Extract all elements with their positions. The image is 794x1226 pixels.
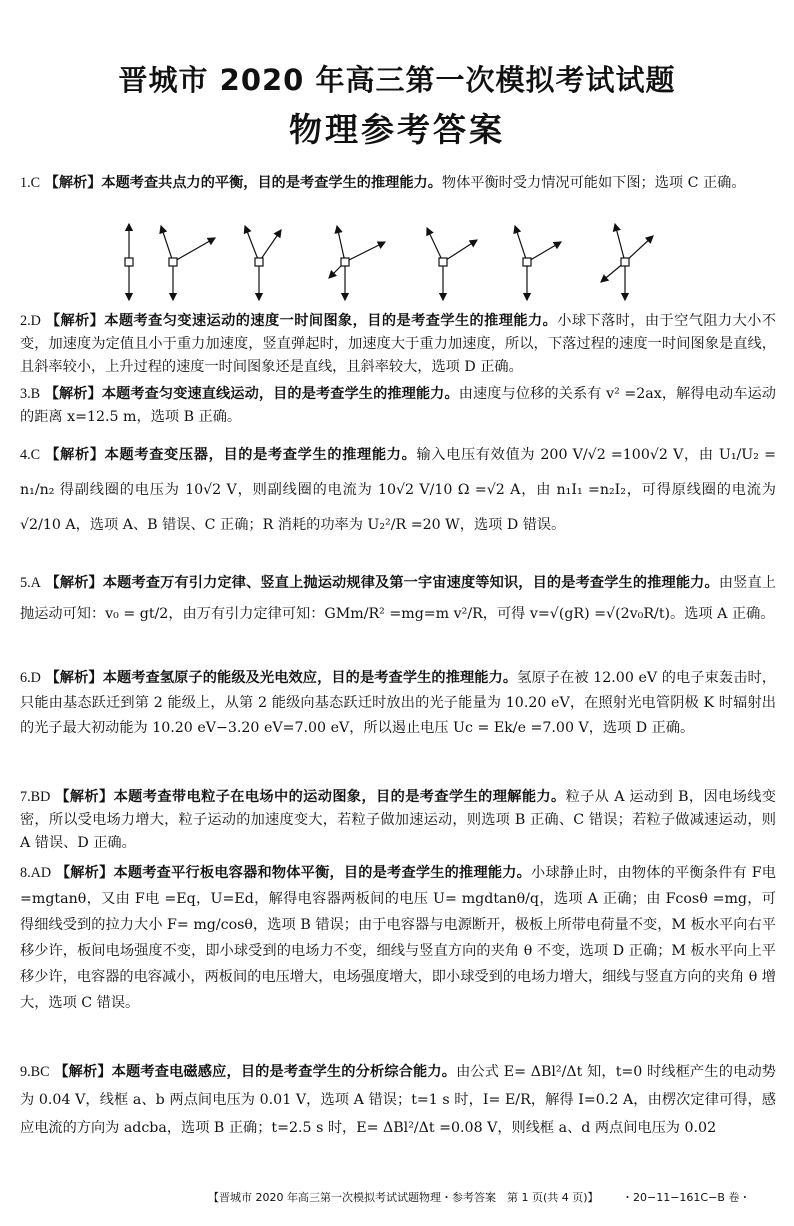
- page-code: ・20−11−161C−B 卷・: [622, 1191, 751, 1204]
- answer-9: 9.BC 【解析】本题考查电磁感应，目的是考查学生的分析综合能力。由公式 E= ΔBl²/Δt 知，t=0 时线框产生的电动势为 0.04 V，线框 a、b 两点间电压为 0.01 V，选项 A 错误；t=1 s 时，I= E/R，解得 I=0.2 A，由楞次定律可得，感应电流的方向为 adcba，选项 B 正确；t=2.5 s 时，E= ΔBl²/Δt =0.08 V，则线框 a、d 两点间电压为 0.02: [20, 1064, 776, 1136]
- answer-6: 6.D 【解析】本题考查氢原子的能级及光电效应，目的是考查学生的推理能力。氢原子在被 12.00 eV 的电子束轰击时，只能由基态跃迁到第 2 能级上，从第 2 能级向基态跃迁时放出的光子能量为 10.20 eV，在照射光电管阴极 K 时辐射出的光子最大初动能为 10.20 eV−3.20 eV=7.00 eV，所以遏止电压 Uc = Ek/e =7.00 V，选项 D 正确。: [20, 670, 776, 736]
- page-subtitle: 物理参考答案: [289, 110, 505, 149]
- page-footer: 【晋城市 2020 年高三第一次模拟考试试题物理・参考答案 第 1 页(共 4 页)】: [208, 1191, 599, 1204]
- answer-1: 1.C 【解析】本题考查共点力的平衡，目的是考查学生的推理能力。物体平衡时受力情况可能如下图；选项 C 正确。: [20, 175, 746, 191]
- answer-5: 5.A 【解析】本题考查万有引力定律、竖直上抛运动规律及第一宇宙速度等知识，目的是考查学生的推理能力。由竖直上抛运动可知：v₀ = gt/2，由万有引力定律可知：GMm/R² =mg=m v²/R，可得 v=√(gR) =√(2v₀R/t)。选项 A 正确。: [20, 575, 776, 622]
- answer-3: 3.B 【解析】本题考查匀变速直线运动，目的是考查学生的推理能力。由速度与位移的关系有 v² =2ax，解得电动车运动的距离 x=12.5 m，选项 B 正确。: [20, 386, 776, 425]
- answer-2: 2.D 【解析】本题考查匀变速运动的速度一时间图象，目的是考查学生的推理能力。小球下落时，由于空气阻力大小不变，加速度为定值且小于重力加速度，竖直弹起时，加速度大于重力加速度，所以，下落过程的速度一时间图象是直线，且斜率较小，上升过程的速度一时间图象还是直线，且斜率较大，选项 D 正确。: [20, 313, 776, 375]
- answer-7: 7.BD 【解析】本题考查带电粒子在电场中的运动图象，目的是考查学生的理解能力。粒子从 A 运动到 B，因电场线变密，所以受电场力增大，粒子运动的加速度变大，若粒子做加速运动，则选项 B 正确、C 错误；若粒子做减速运动，则 A 错误、D 正确。: [20, 789, 776, 851]
- answer-4: 4.C 【解析】本题考查变压器，目的是考查学生的推理能力。输入电压有效值为 200 V/√2 =100√2 V，由 U₁/U₂ = n₁/n₂ 得副线圈的电压为 10√2 V，则副线圈的电流为 10√2 V/10 Ω =√2 A，由 n₁I₁ =n₂I₂，可得原线圈的电流为 √2/10 A，选项 A、B 错误、C 正确；R 消耗的功率为 U₂²/R =20 W，选项 D 错误。: [20, 447, 776, 533]
- page-title: 晋城市 2020 年高三第一次模拟考试试题: [118, 63, 676, 97]
- answer-8: 8.AD 【解析】本题考查平行板电容器和物体平衡，目的是考查学生的推理能力。小球静止时，由物体的平衡条件有 F电 =mgtanθ，又由 F电 =Eq，U=Ed，解得电容器两板间的电压 U= mgdtanθ/q，选项 A 正确；由 Fcosθ =mg，可得细线受到的拉力大小 F= mg/cosθ，选项 B 错误；由于电容器与电源断开，极板上所带电荷量不变，M 板水平向右平移少许，板间电场强度不变，即小球受到的电场力不变，细线与竖直方向的夹角 θ 不变，选项 D 正确；M 板水平向上平移少许，电容器的电容减小，两板间的电压增大，电场强度增大，即小球受到的电场力增大，细线与竖直方向的夹角 θ 增大，选项 C 错误。: [20, 865, 776, 1011]
- force-diagrams: [105, 220, 665, 304]
